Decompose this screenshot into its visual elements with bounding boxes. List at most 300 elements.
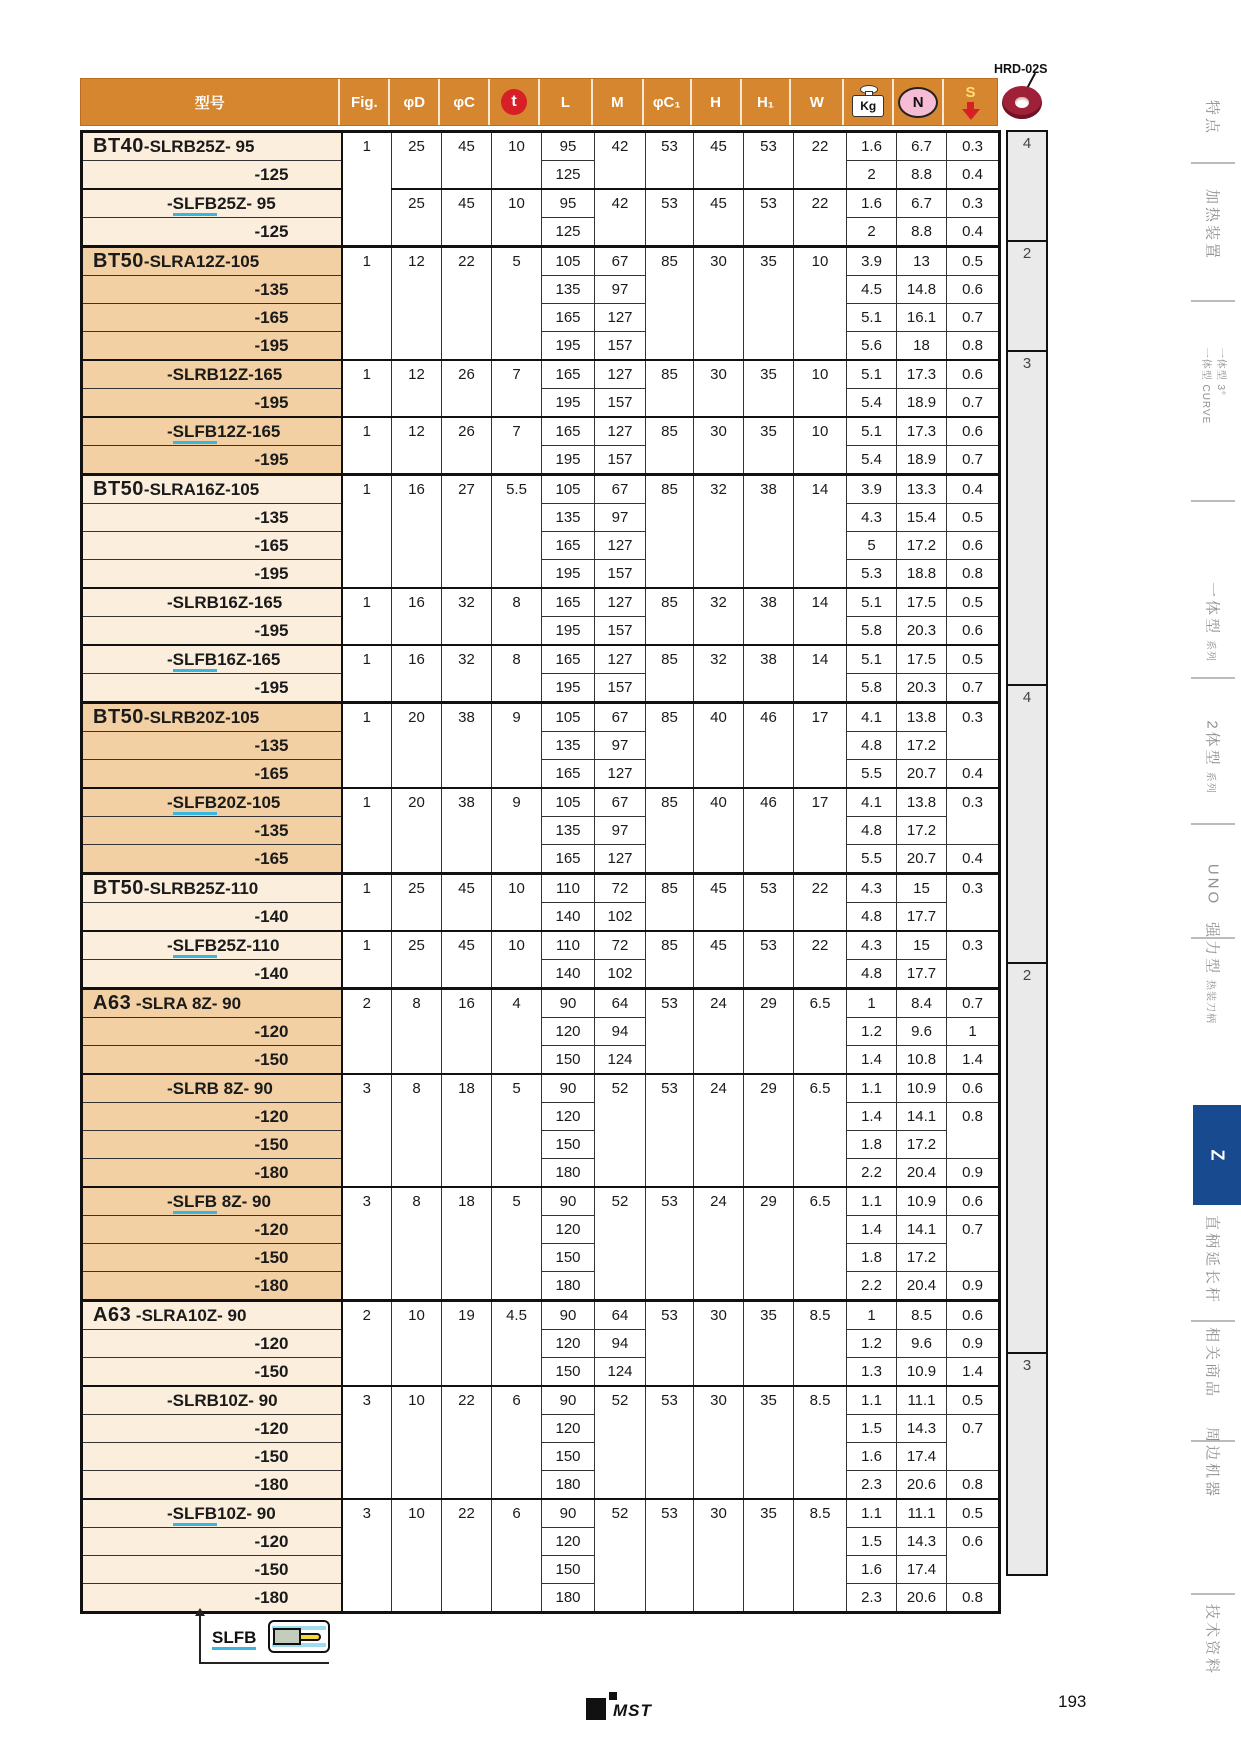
cell-kg: 1.5 bbox=[847, 1415, 897, 1443]
cell-kg: 1.6 bbox=[847, 1443, 897, 1471]
model-cell: -SLFB12Z-165 bbox=[82, 417, 342, 446]
model-cell: -SLFB16Z-165 bbox=[82, 645, 342, 674]
cell-s: 0.3 bbox=[947, 931, 1000, 989]
cell-c1: 85 bbox=[646, 788, 694, 874]
cell-kg: 1 bbox=[847, 989, 897, 1018]
cell-t: 8 bbox=[492, 645, 542, 703]
cell-w: 22 bbox=[794, 874, 847, 932]
model-cell: A63 -SLRA10Z- 90 bbox=[82, 1301, 342, 1330]
cell-h1: 53 bbox=[744, 132, 794, 190]
cell-w: 10 bbox=[794, 360, 847, 417]
cell-l: 150 bbox=[542, 1556, 595, 1584]
sidebar-divider bbox=[1191, 823, 1235, 825]
cell-s: 0.8 bbox=[947, 560, 1000, 589]
cell-d: 25 bbox=[392, 931, 442, 989]
cell-m: 64 bbox=[595, 989, 646, 1018]
cell-c: 45 bbox=[442, 931, 492, 989]
cell-m: 94 bbox=[595, 1330, 646, 1358]
cell-t: 4 bbox=[492, 989, 542, 1075]
col-header-n bbox=[894, 79, 944, 125]
page-number: 193 bbox=[1058, 1692, 1087, 1711]
model-cell: -195 bbox=[82, 389, 342, 418]
model-cell: BT50-SLRA16Z-105 bbox=[82, 475, 342, 504]
cell-n: 14.3 bbox=[897, 1528, 947, 1556]
cell-n: 17.3 bbox=[897, 417, 947, 446]
cell-d: 8 bbox=[392, 1074, 442, 1187]
cell-n: 15 bbox=[897, 874, 947, 903]
cell-kg: 2 bbox=[847, 161, 897, 190]
cell-d: 25 bbox=[392, 189, 442, 247]
cell-c: 18 bbox=[442, 1187, 492, 1301]
cell-c1: 53 bbox=[646, 1386, 694, 1499]
cell-l: 150 bbox=[542, 1131, 595, 1159]
slfb-holder-icon bbox=[268, 1620, 330, 1653]
cell-n: 17.4 bbox=[897, 1556, 947, 1584]
cell-c1: 85 bbox=[646, 645, 694, 703]
ref-cell: 4 bbox=[1006, 130, 1048, 242]
cell-d: 25 bbox=[392, 132, 442, 190]
cell-l: 140 bbox=[542, 903, 595, 932]
cell-kg: 1.2 bbox=[847, 1330, 897, 1358]
cell-h: 30 bbox=[694, 1301, 744, 1387]
cell-d: 12 bbox=[392, 360, 442, 417]
model-cell: BT50-SLRB20Z-105 bbox=[82, 703, 342, 732]
cell-d: 12 bbox=[392, 417, 442, 475]
col-header-phi-d: φD bbox=[390, 79, 440, 125]
model-cell: -SLRB 8Z- 90 bbox=[82, 1074, 342, 1103]
model-cell: -120 bbox=[82, 1018, 342, 1046]
model-cell: -SLFB20Z-105 bbox=[82, 788, 342, 817]
cell-d: 20 bbox=[392, 703, 442, 789]
table-header bbox=[80, 78, 998, 126]
cell-s: 0.5 bbox=[947, 247, 1000, 276]
cell-l: 135 bbox=[542, 276, 595, 304]
model-cell: -120 bbox=[82, 1330, 342, 1358]
cell-s: 0.5 bbox=[947, 504, 1000, 532]
cell-c: 45 bbox=[442, 874, 492, 932]
product-code-label: HRD-02S bbox=[994, 62, 1048, 76]
col-header-phi-c1: φC₁ bbox=[644, 79, 692, 125]
model-cell: -165 bbox=[82, 304, 342, 332]
cell-fig: 3 bbox=[342, 1074, 392, 1187]
cell-w: 22 bbox=[794, 132, 847, 190]
cell-kg: 4.3 bbox=[847, 504, 897, 532]
cell-n: 17.2 bbox=[897, 1131, 947, 1159]
model-cell: -SLFB10Z- 90 bbox=[82, 1499, 342, 1528]
cell-l: 105 bbox=[542, 247, 595, 276]
model-cell: -SLRB10Z- 90 bbox=[82, 1386, 342, 1415]
cell-m: 42 bbox=[595, 189, 646, 247]
cell-m: 72 bbox=[595, 874, 646, 903]
cell-m: 124 bbox=[595, 1046, 646, 1075]
cell-l: 95 bbox=[542, 132, 595, 161]
cell-h: 40 bbox=[694, 703, 744, 789]
cell-l: 165 bbox=[542, 845, 595, 874]
cell-t: 5 bbox=[492, 247, 542, 361]
cell-fig: 1 bbox=[342, 588, 392, 645]
cell-l: 195 bbox=[542, 617, 595, 646]
legend-arrow-line bbox=[199, 1614, 201, 1664]
cell-s: 0.5 bbox=[947, 645, 1000, 674]
cell-kg: 4.1 bbox=[847, 703, 897, 732]
sidebar-divider bbox=[1191, 300, 1235, 302]
cell-h: 30 bbox=[694, 417, 744, 475]
cell-h: 32 bbox=[694, 645, 744, 703]
col-header-l: L bbox=[540, 79, 593, 125]
sidebar: 特点 加热装置 一体型 3° 一体型 CURVE 一体型系列 2体型系列 UNO 强力型热装刀柄 Z 直柄延长杆 相关商品 周边机器 技术资料 bbox=[1185, 0, 1241, 1754]
cell-s: 0.4 bbox=[947, 218, 1000, 247]
cell-s: 0.5 bbox=[947, 588, 1000, 617]
cell-l: 195 bbox=[542, 389, 595, 418]
cell-m: 52 bbox=[595, 1386, 646, 1499]
cell-w: 6.5 bbox=[794, 1187, 847, 1301]
model-cell: -150 bbox=[82, 1131, 342, 1159]
cell-h: 45 bbox=[694, 189, 744, 247]
cell-w: 8.5 bbox=[794, 1386, 847, 1499]
cell-s: 0.3 bbox=[947, 703, 1000, 760]
cell-c1: 53 bbox=[646, 1074, 694, 1187]
model-cell: -150 bbox=[82, 1046, 342, 1075]
model-cell: -165 bbox=[82, 845, 342, 874]
cell-m: 97 bbox=[595, 276, 646, 304]
cell-kg: 5.1 bbox=[847, 417, 897, 446]
sidebar-divider bbox=[1191, 500, 1235, 502]
cell-m: 67 bbox=[595, 788, 646, 817]
slfb-legend-label: SLFB bbox=[212, 1628, 256, 1648]
cell-kg: 5.6 bbox=[847, 332, 897, 361]
cell-n: 17.5 bbox=[897, 588, 947, 617]
cell-m: 67 bbox=[595, 703, 646, 732]
cell-s: 0.7 bbox=[947, 1216, 1000, 1272]
cell-d: 20 bbox=[392, 788, 442, 874]
cell-s: 0.7 bbox=[947, 989, 1000, 1018]
cell-n: 10.8 bbox=[897, 1046, 947, 1075]
cell-n: 17.5 bbox=[897, 645, 947, 674]
cell-t: 6 bbox=[492, 1499, 542, 1613]
model-cell: -135 bbox=[82, 276, 342, 304]
cell-fig: 1 bbox=[342, 703, 392, 789]
cell-t: 10 bbox=[492, 874, 542, 932]
cell-h1: 35 bbox=[744, 1301, 794, 1387]
model-cell: BT50-SLRA12Z-105 bbox=[82, 247, 342, 276]
cell-kg: 1.1 bbox=[847, 1074, 897, 1103]
cell-s: 0.8 bbox=[947, 1103, 1000, 1159]
cell-h1: 38 bbox=[744, 475, 794, 589]
cell-c: 38 bbox=[442, 703, 492, 789]
cell-m: 102 bbox=[595, 960, 646, 989]
cell-m: 67 bbox=[595, 247, 646, 276]
model-cell: -125 bbox=[82, 218, 342, 247]
cell-n: 15 bbox=[897, 931, 947, 960]
cell-h1: 35 bbox=[744, 1386, 794, 1499]
cell-m: 157 bbox=[595, 389, 646, 418]
cell-fig: 1 bbox=[342, 247, 392, 361]
cell-kg: 4.8 bbox=[847, 732, 897, 760]
cell-fig: 2 bbox=[342, 989, 392, 1075]
cell-l: 165 bbox=[542, 532, 595, 560]
cell-m: 127 bbox=[595, 645, 646, 674]
cell-m: 42 bbox=[595, 132, 646, 190]
cell-n: 11.1 bbox=[897, 1499, 947, 1528]
ref-cell: 2 bbox=[1006, 240, 1048, 352]
cell-m: 127 bbox=[595, 360, 646, 389]
cell-n: 6.7 bbox=[897, 132, 947, 161]
cell-l: 95 bbox=[542, 189, 595, 218]
cell-t: 4.5 bbox=[492, 1301, 542, 1387]
model-cell: -180 bbox=[82, 1272, 342, 1301]
cell-h1: 38 bbox=[744, 645, 794, 703]
cell-n: 14.1 bbox=[897, 1103, 947, 1131]
cell-h: 32 bbox=[694, 475, 744, 589]
cell-w: 8.5 bbox=[794, 1499, 847, 1613]
cell-c: 45 bbox=[442, 189, 492, 247]
cell-h1: 53 bbox=[744, 874, 794, 932]
cell-c: 22 bbox=[442, 1499, 492, 1613]
cell-h1: 35 bbox=[744, 360, 794, 417]
cell-l: 105 bbox=[542, 475, 595, 504]
cell-c1: 53 bbox=[646, 1301, 694, 1387]
cell-w: 10 bbox=[794, 417, 847, 475]
model-cell: -180 bbox=[82, 1471, 342, 1500]
model-cell: -135 bbox=[82, 732, 342, 760]
cell-h1: 35 bbox=[744, 1499, 794, 1613]
cell-c1: 85 bbox=[646, 417, 694, 475]
cell-kg: 3.9 bbox=[847, 247, 897, 276]
cell-m: 52 bbox=[595, 1074, 646, 1187]
cell-s: 0.7 bbox=[947, 1415, 1000, 1471]
cell-s: 0.3 bbox=[947, 788, 1000, 845]
model-cell: -180 bbox=[82, 1159, 342, 1188]
cell-kg: 1.8 bbox=[847, 1131, 897, 1159]
cell-n: 10.9 bbox=[897, 1074, 947, 1103]
cell-l: 120 bbox=[542, 1330, 595, 1358]
cell-n: 8.4 bbox=[897, 989, 947, 1018]
cell-l: 165 bbox=[542, 760, 595, 789]
cell-n: 10.9 bbox=[897, 1187, 947, 1216]
cell-n: 20.3 bbox=[897, 617, 947, 646]
cell-s: 0.7 bbox=[947, 389, 1000, 418]
cell-d: 12 bbox=[392, 247, 442, 361]
cell-n: 14.3 bbox=[897, 1415, 947, 1443]
cell-t: 5.5 bbox=[492, 475, 542, 589]
cell-c: 18 bbox=[442, 1074, 492, 1187]
cell-m: 127 bbox=[595, 760, 646, 789]
cell-m: 97 bbox=[595, 732, 646, 760]
cell-l: 120 bbox=[542, 1018, 595, 1046]
cell-fig: 1 bbox=[342, 475, 392, 589]
cell-fig: 1 bbox=[342, 931, 392, 989]
cell-l: 125 bbox=[542, 218, 595, 247]
cell-l: 180 bbox=[542, 1584, 595, 1613]
cell-s: 0.9 bbox=[947, 1272, 1000, 1301]
cell-n: 18.8 bbox=[897, 560, 947, 589]
cell-c1: 53 bbox=[646, 1499, 694, 1613]
model-cell: -SLRB16Z-165 bbox=[82, 588, 342, 617]
cell-s: 0.5 bbox=[947, 1386, 1000, 1415]
cell-t: 5 bbox=[492, 1074, 542, 1187]
sidebar-tab-z-active[interactable]: Z bbox=[1193, 1105, 1241, 1205]
cell-n: 8.8 bbox=[897, 161, 947, 190]
cell-l: 195 bbox=[542, 560, 595, 589]
cell-s: 1.4 bbox=[947, 1046, 1000, 1075]
cell-w: 14 bbox=[794, 475, 847, 589]
cell-s: 0.6 bbox=[947, 276, 1000, 304]
sidebar-divider bbox=[1191, 1320, 1235, 1322]
cell-n: 13.8 bbox=[897, 703, 947, 732]
col-header-m: M bbox=[593, 79, 644, 125]
cell-m: 127 bbox=[595, 845, 646, 874]
cell-kg: 1.4 bbox=[847, 1103, 897, 1131]
cell-m: 157 bbox=[595, 332, 646, 361]
cell-kg: 4.3 bbox=[847, 874, 897, 903]
cell-kg: 4.8 bbox=[847, 903, 897, 932]
cell-m: 127 bbox=[595, 532, 646, 560]
cell-m: 157 bbox=[595, 674, 646, 703]
cell-m: 157 bbox=[595, 560, 646, 589]
cell-n: 16.1 bbox=[897, 304, 947, 332]
cell-kg: 1.1 bbox=[847, 1499, 897, 1528]
cell-l: 135 bbox=[542, 817, 595, 845]
cell-fig: 1 bbox=[342, 874, 392, 932]
cell-s: 0.6 bbox=[947, 1074, 1000, 1103]
cell-n: 8.5 bbox=[897, 1301, 947, 1330]
cell-c: 27 bbox=[442, 475, 492, 589]
cell-kg: 2.3 bbox=[847, 1471, 897, 1500]
cell-s: 0.6 bbox=[947, 360, 1000, 389]
cell-fig: 1 bbox=[342, 788, 392, 874]
cell-kg: 5.5 bbox=[847, 845, 897, 874]
cell-d: 25 bbox=[392, 874, 442, 932]
cell-c1: 85 bbox=[646, 475, 694, 589]
cell-s: 0.6 bbox=[947, 1528, 1000, 1584]
cell-fig: 2 bbox=[342, 1301, 392, 1387]
cell-h1: 35 bbox=[744, 247, 794, 361]
cell-kg: 4.1 bbox=[847, 788, 897, 817]
cell-h1: 29 bbox=[744, 1187, 794, 1301]
cell-kg: 1.6 bbox=[847, 1556, 897, 1584]
cell-c1: 85 bbox=[646, 931, 694, 989]
cell-n: 15.4 bbox=[897, 504, 947, 532]
cell-h: 30 bbox=[694, 1386, 744, 1499]
cell-h1: 46 bbox=[744, 788, 794, 874]
cell-c1: 85 bbox=[646, 360, 694, 417]
cell-c: 26 bbox=[442, 360, 492, 417]
cell-c: 32 bbox=[442, 645, 492, 703]
cell-h1: 53 bbox=[744, 189, 794, 247]
cell-w: 14 bbox=[794, 645, 847, 703]
cell-fig: 1 bbox=[342, 417, 392, 475]
cell-h: 32 bbox=[694, 588, 744, 645]
ref-cell: 3 bbox=[1006, 1352, 1048, 1576]
cell-t: 9 bbox=[492, 788, 542, 874]
cell-kg: 1.6 bbox=[847, 132, 897, 161]
cell-fig: 3 bbox=[342, 1499, 392, 1613]
cell-m: 127 bbox=[595, 588, 646, 617]
cell-m: 127 bbox=[595, 417, 646, 446]
cell-l: 140 bbox=[542, 960, 595, 989]
cell-l: 150 bbox=[542, 1046, 595, 1075]
col-header-t bbox=[490, 79, 540, 125]
cell-l: 120 bbox=[542, 1528, 595, 1556]
legend-baseline bbox=[199, 1662, 329, 1664]
cell-n: 13.8 bbox=[897, 788, 947, 817]
cell-h: 45 bbox=[694, 874, 744, 932]
cell-s: 0.6 bbox=[947, 417, 1000, 446]
cell-t: 6 bbox=[492, 1386, 542, 1499]
cell-kg: 1.3 bbox=[847, 1358, 897, 1387]
cell-n: 18 bbox=[897, 332, 947, 361]
cell-d: 10 bbox=[392, 1499, 442, 1613]
heat-ring-icon bbox=[1002, 86, 1042, 119]
cell-c1: 53 bbox=[646, 1187, 694, 1301]
cell-s: 0.9 bbox=[947, 1330, 1000, 1358]
cell-h: 24 bbox=[694, 1187, 744, 1301]
cell-n: 13.3 bbox=[897, 475, 947, 504]
cell-m: 67 bbox=[595, 475, 646, 504]
cell-l: 165 bbox=[542, 360, 595, 389]
cell-h1: 38 bbox=[744, 588, 794, 645]
cell-h1: 46 bbox=[744, 703, 794, 789]
col-header-s: S bbox=[944, 79, 997, 125]
cell-kg: 1.2 bbox=[847, 1018, 897, 1046]
model-cell: -SLFB25Z- 95 bbox=[82, 189, 342, 218]
cell-s: 0.6 bbox=[947, 1301, 1000, 1330]
model-cell: -150 bbox=[82, 1443, 342, 1471]
red-down-arrow-icon bbox=[967, 102, 974, 109]
cell-kg: 1.4 bbox=[847, 1046, 897, 1075]
model-cell: -165 bbox=[82, 760, 342, 789]
cell-s: 0.4 bbox=[947, 760, 1000, 789]
cell-l: 90 bbox=[542, 989, 595, 1018]
cell-s: 0.8 bbox=[947, 1584, 1000, 1613]
cell-m: 72 bbox=[595, 931, 646, 960]
cell-kg: 4.8 bbox=[847, 960, 897, 989]
cell-l: 105 bbox=[542, 788, 595, 817]
model-cell: -195 bbox=[82, 560, 342, 589]
cell-n: 17.7 bbox=[897, 903, 947, 932]
cell-w: 17 bbox=[794, 788, 847, 874]
model-cell: -150 bbox=[82, 1244, 342, 1272]
cell-c: 22 bbox=[442, 1386, 492, 1499]
cell-kg: 2.2 bbox=[847, 1272, 897, 1301]
model-cell: -120 bbox=[82, 1103, 342, 1131]
cell-kg: 5.1 bbox=[847, 304, 897, 332]
cell-fig: 1 bbox=[342, 360, 392, 417]
cell-l: 105 bbox=[542, 703, 595, 732]
cell-kg: 1.8 bbox=[847, 1244, 897, 1272]
cell-c: 22 bbox=[442, 247, 492, 361]
model-cell: -195 bbox=[82, 446, 342, 475]
cell-m: 52 bbox=[595, 1499, 646, 1613]
cell-t: 7 bbox=[492, 417, 542, 475]
cell-c1: 85 bbox=[646, 247, 694, 361]
model-cell: BT50-SLRB25Z-110 bbox=[82, 874, 342, 903]
col-header-weight bbox=[844, 79, 894, 125]
cell-s: 0.4 bbox=[947, 475, 1000, 504]
model-cell: -125 bbox=[82, 161, 342, 190]
model-cell: -165 bbox=[82, 532, 342, 560]
cell-l: 110 bbox=[542, 874, 595, 903]
cell-n: 20.7 bbox=[897, 845, 947, 874]
cell-l: 90 bbox=[542, 1074, 595, 1103]
cell-kg: 5.3 bbox=[847, 560, 897, 589]
cell-m: 52 bbox=[595, 1187, 646, 1301]
cell-l: 125 bbox=[542, 161, 595, 190]
cell-s: 0.4 bbox=[947, 161, 1000, 190]
cell-h: 30 bbox=[694, 247, 744, 361]
cell-s: 0.3 bbox=[947, 132, 1000, 161]
cell-l: 90 bbox=[542, 1301, 595, 1330]
